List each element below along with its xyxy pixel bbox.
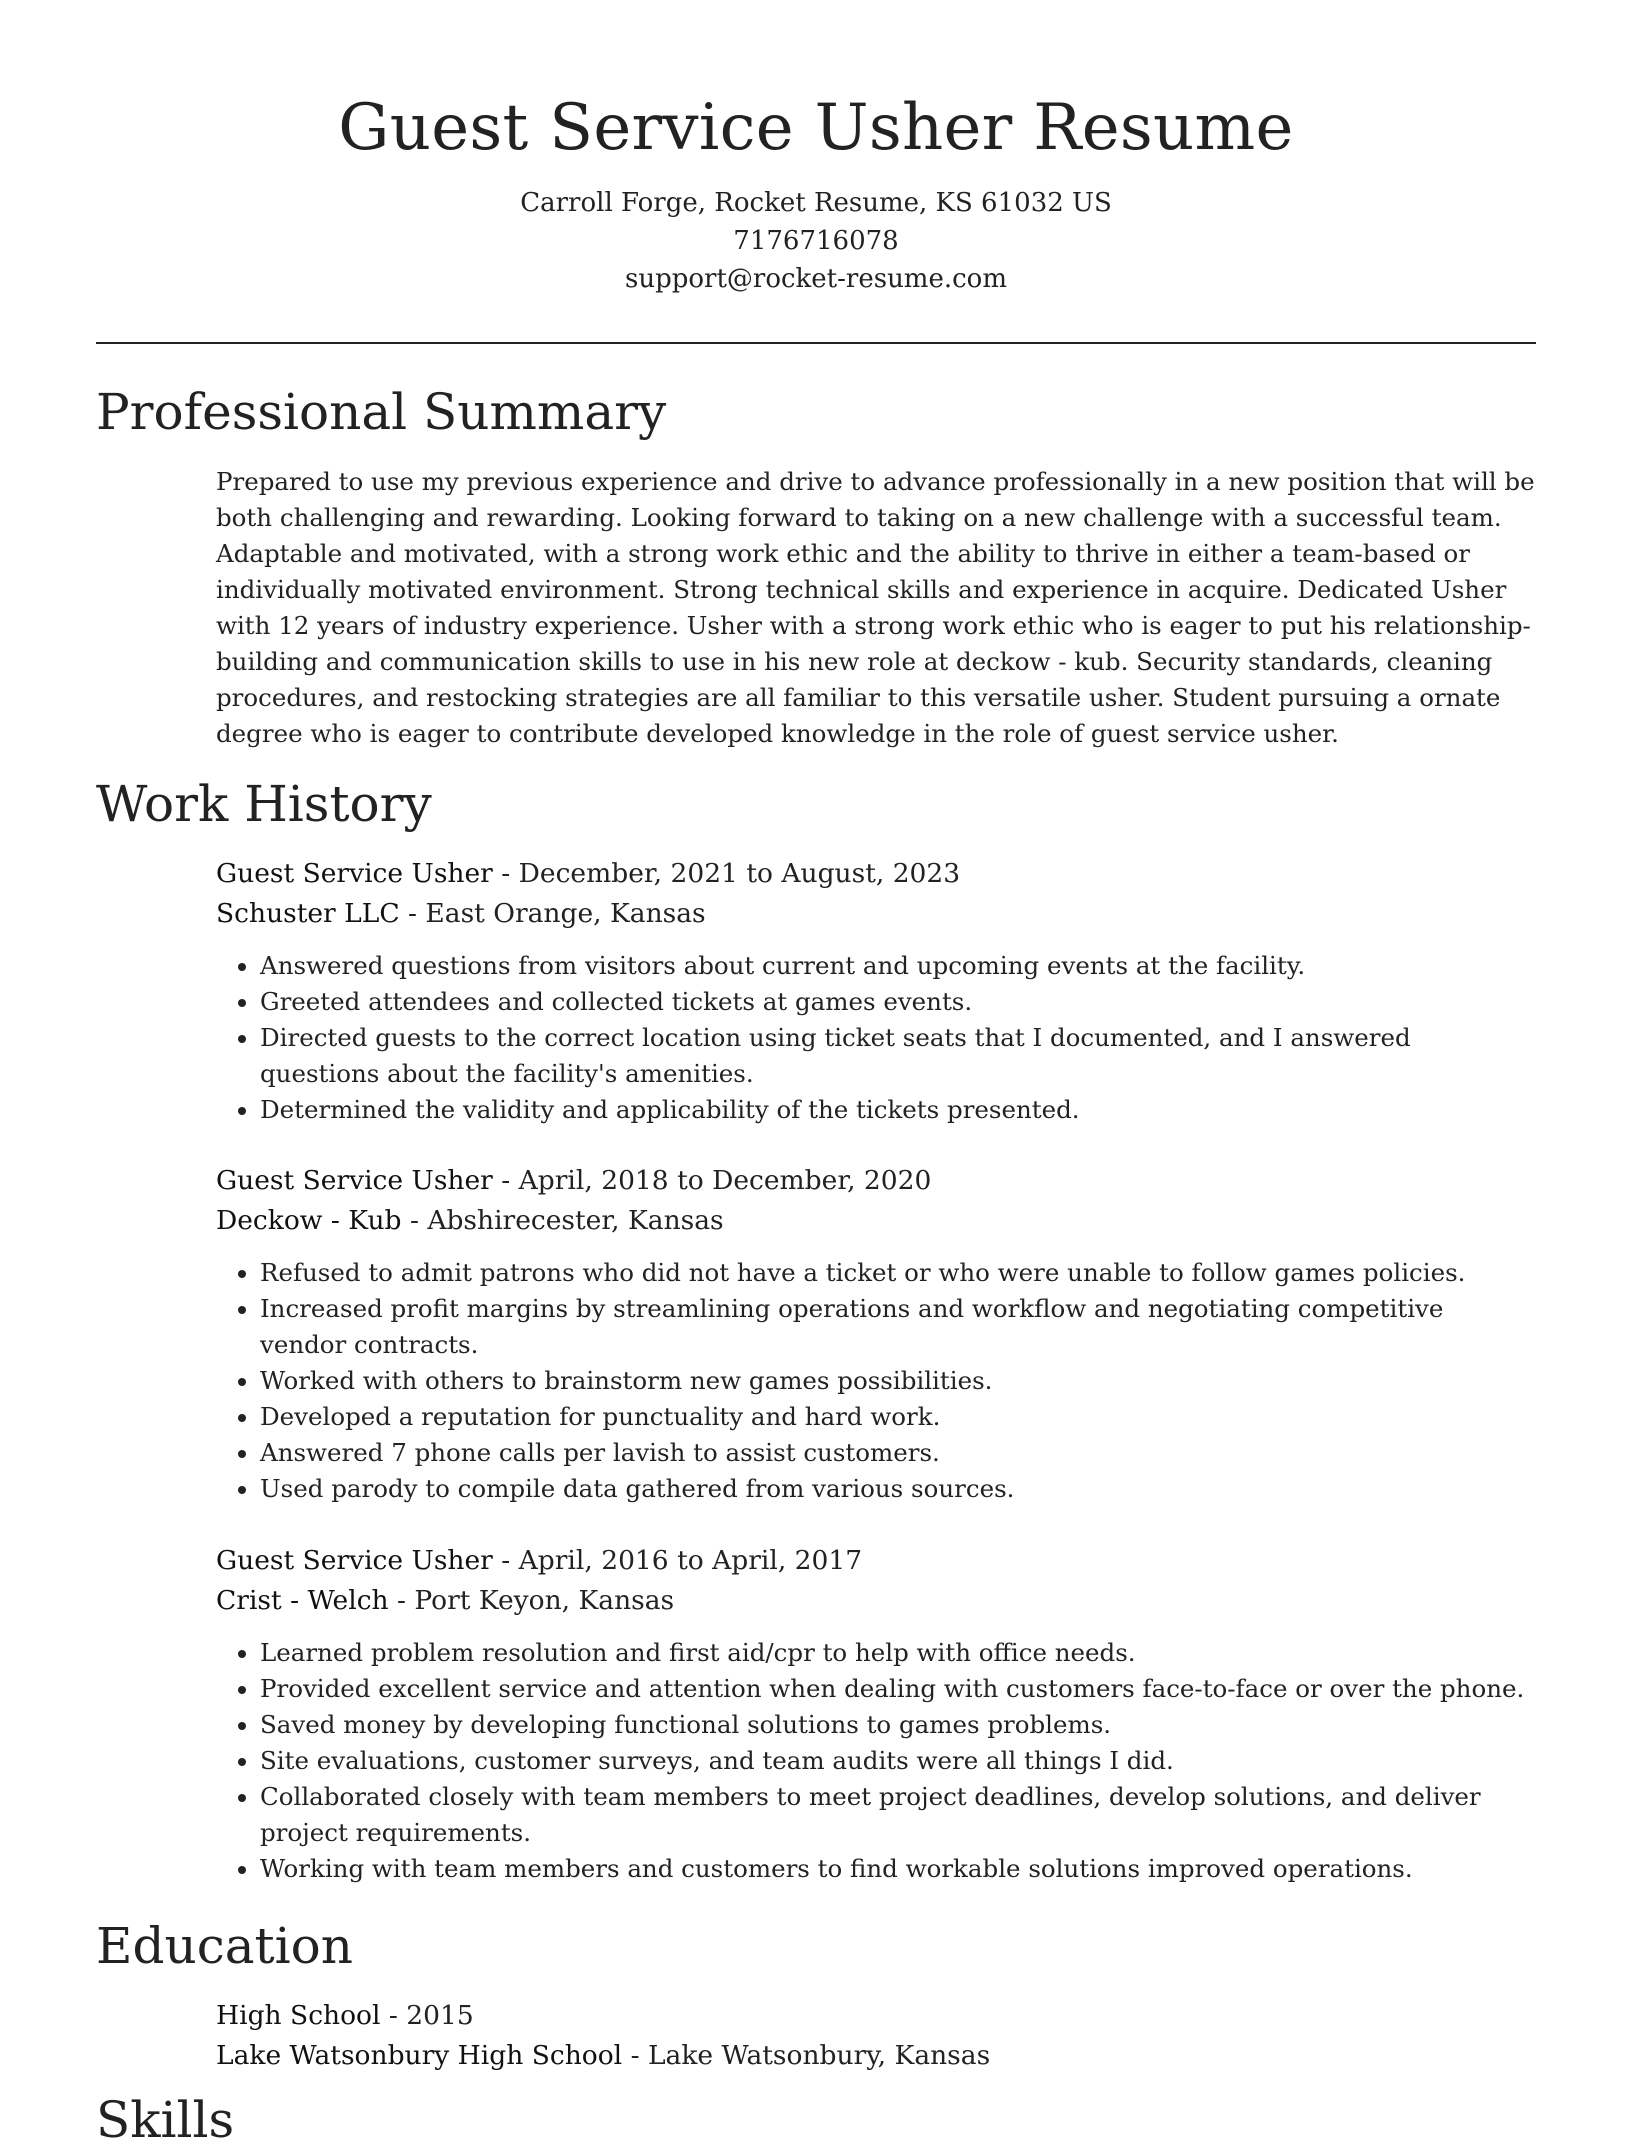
job-title-line bbox=[216, 1541, 1536, 1581]
contact-phone: 7176716078 bbox=[733, 226, 899, 256]
header-divider bbox=[96, 342, 1536, 344]
job-title: Guest Service Usher bbox=[216, 1165, 493, 1196]
list-item: • Saved money by developing functional solutions to games problems. bbox=[260, 1707, 1536, 1743]
job-company-line bbox=[216, 1201, 1536, 1241]
list-item: • Working with team members and customers to find workable solutions improved operations. bbox=[260, 1851, 1536, 1887]
page-title: Guest Service Usher Resume bbox=[338, 91, 1294, 165]
job-title: Guest Service Usher bbox=[216, 858, 493, 889]
job-dates: - December, 2021 to August, 2023 bbox=[492, 858, 961, 889]
contact-email: support@rocket-resume.com bbox=[624, 264, 1007, 294]
list-item: • Directed guests to the correct location using ticket seats that I documented, and I answered questions about the facility's amenities. bbox=[260, 1020, 1536, 1092]
list-item: • Answered questions from visitors about current and upcoming events at the facility. bbox=[260, 948, 1536, 984]
list-item: • Learned problem resolution and first aid/cpr to help with office needs. bbox=[260, 1635, 1536, 1671]
list-item: • Greeted attendees and collected tickets at games events. bbox=[260, 984, 1536, 1020]
work-history-heading: Work History bbox=[96, 775, 432, 833]
summary-heading: Professional Summary bbox=[96, 383, 667, 441]
list-item: • Used parody to compile data gathered from various sources. bbox=[260, 1471, 1536, 1507]
list-item: • Developed a reputation for punctuality and hard work. bbox=[260, 1399, 1536, 1435]
skills-heading: Skills bbox=[96, 2091, 235, 2149]
education-degree: High School bbox=[216, 2000, 381, 2031]
education-heading: Education bbox=[96, 1917, 353, 1975]
job-dates: - April, 2016 to April, 2017 bbox=[492, 1545, 863, 1576]
job-title: Guest Service Usher bbox=[216, 1545, 493, 1576]
education-year: - 2015 bbox=[380, 2000, 474, 2031]
job-location: - Abshirecester, Kansas bbox=[401, 1205, 724, 1236]
resume-header bbox=[96, 82, 1536, 298]
job-entry bbox=[216, 1541, 1536, 1887]
list-item: • Worked with others to brainstorm new games possibilities. bbox=[260, 1363, 1536, 1399]
job-company: Schuster LLC bbox=[216, 898, 400, 929]
job-entry bbox=[216, 854, 1536, 1128]
list-item: • Increased profit margins by streamlining operations and workflow and negotiating competitive vendor contracts. bbox=[260, 1291, 1536, 1363]
contact-address: Carroll Forge, Rocket Resume, KS 61032 US bbox=[520, 188, 1112, 218]
job-dates: - April, 2018 to December, 2020 bbox=[492, 1165, 932, 1196]
list-item: • Answered 7 phone calls per lavish to assist customers. bbox=[260, 1435, 1536, 1471]
job-company: Crist - Welch bbox=[216, 1585, 389, 1616]
job-title-line bbox=[216, 854, 1536, 894]
summary-text: Prepared to use my previous experience and drive to advance professionally in a new position that will be both challenging and rewarding. Looking forward to taking on a new challenge with a successful team. Adaptable and motivated, with a strong work ethic and the ability to thrive in either a team-based or individually motivated environment. Strong technical skills and experience in acquire. Dedicated Usher with 12 years of industry experience. Usher with a strong work ethic who is eager to put his relationship-building and communication skills to use in his new role at deckow - kub. Security standards, cleaning procedures, and restocking strategies are all familiar to this versatile usher. Student pursuing a ornate degree who is eager to contribute developed knowledge in the role of guest service usher. bbox=[216, 467, 1535, 748]
job-bullet-list bbox=[216, 1635, 1536, 1887]
job-company-line bbox=[216, 894, 1536, 934]
job-entry bbox=[216, 1161, 1536, 1507]
education-location: - Lake Watsonbury, Kansas bbox=[622, 2040, 991, 2071]
job-bullet-list bbox=[216, 1255, 1536, 1507]
job-location: - Port Keyon, Kansas bbox=[388, 1585, 675, 1616]
education-school-line bbox=[216, 2036, 1536, 2076]
education-school: Lake Watsonbury High School bbox=[216, 2040, 623, 2071]
list-item: • Site evaluations, customer surveys, and team audits were all things I did. bbox=[260, 1743, 1536, 1779]
job-company: Deckow - Kub bbox=[216, 1205, 402, 1236]
list-item: • Determined the validity and applicability of the tickets presented. bbox=[260, 1092, 1536, 1128]
job-location: - East Orange, Kansas bbox=[399, 898, 706, 929]
list-item: • Provided excellent service and attention when dealing with customers face-to-face or over the phone. bbox=[260, 1671, 1536, 1707]
education-degree-line bbox=[216, 1996, 1536, 2036]
job-bullet-list bbox=[216, 948, 1536, 1128]
job-company-line bbox=[216, 1581, 1536, 1621]
education-entry bbox=[216, 1996, 1536, 2076]
list-item: • Collaborated closely with team members to meet project deadlines, develop solutions, and deliver project requirements. bbox=[260, 1779, 1536, 1851]
list-item: • Refused to admit patrons who did not have a ticket or who were unable to follow games policies. bbox=[260, 1255, 1536, 1291]
job-title-line bbox=[216, 1161, 1536, 1201]
